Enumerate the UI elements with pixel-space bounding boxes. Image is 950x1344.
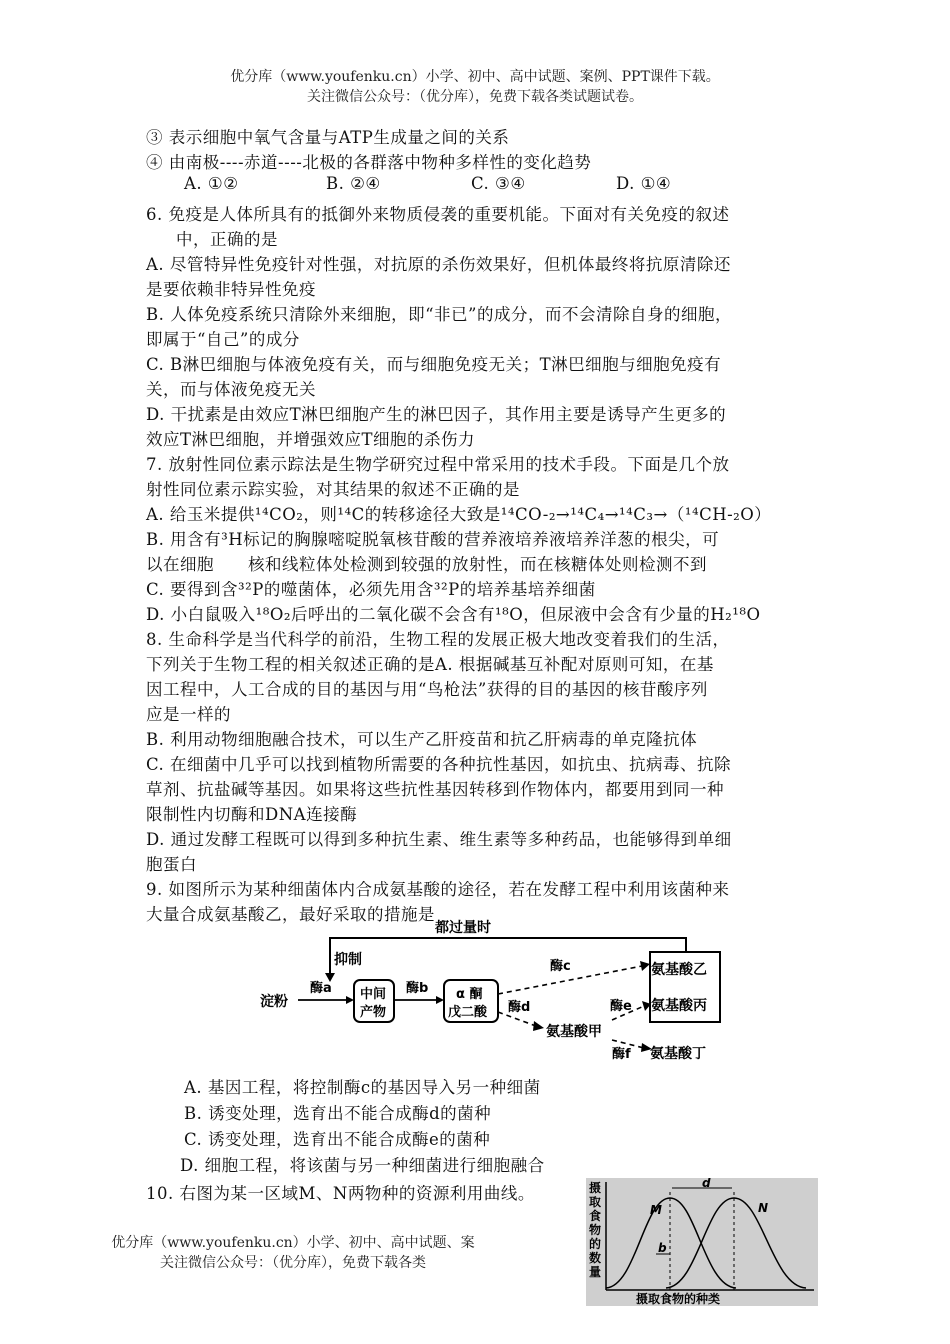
q5-item-3: ③ 表示细胞中氧气含量与ATP生成量之间的关系 — [146, 128, 510, 147]
label-enzyme-e: 酶e — [610, 999, 632, 1014]
node-aa-bing: 氨基酸丙 — [651, 998, 707, 1014]
q7-b-2: 以在细胞 核和线粒体处检测到较强的放射性，而在核糖体处则检测不到 — [146, 555, 707, 574]
resource-utilization-graph — [586, 1178, 818, 1306]
footer-line-2: 关注微信公众号：（优分库），免费下载各类 — [160, 1255, 426, 1271]
q9-a: A. 基因工程，将控制酶c的基因导入另一种细菌 — [184, 1078, 541, 1097]
q8-c-2: 草剂、抗盐碱等基因。如果将这些抗性基因转移到作物体内，都要用到同一种 — [146, 780, 724, 799]
q9-d: D. 细胞工程，将该菌与另一种细菌进行细胞融合 — [180, 1156, 545, 1175]
arrowhead-1 — [346, 996, 354, 1004]
y-axis-label-char: 取 — [589, 1195, 602, 1209]
y-axis-label-char: 物 — [589, 1223, 602, 1237]
header-line-1: 优分库（www.youfenku.cn）小学、初中、高中试题、案例、PPT课件下载。 — [230, 69, 720, 85]
q5-item-4: ④ 由南极----赤道----北极的各群落中物种多样性的变化趋势 — [146, 153, 592, 172]
label-enzyme-b: 酶b — [406, 981, 429, 996]
q5-option-b: B. ②④ — [326, 174, 381, 193]
q7-c: C. 要得到含³²P的噬菌体，必须先用含³²P的培养基培养细菌 — [146, 580, 596, 599]
amino-acid-pathway-diagram — [260, 918, 740, 1068]
q9-b: B. 诱变处理，选育出不能合成酶d的菌种 — [184, 1104, 492, 1123]
x-axis-label: 摄取食物的种类 — [636, 1292, 721, 1306]
arrowhead-4 — [533, 1021, 544, 1031]
q6-stem-2: 中，正确的是 — [176, 230, 278, 249]
node-starch: 淀粉 — [260, 994, 288, 1010]
label-n: N — [758, 1201, 769, 1215]
label-inhibit: 抑制 — [334, 952, 362, 968]
y-axis-label-char: 摄 — [589, 1181, 602, 1195]
q8-b: B. 利用动物细胞融合技术，可以生产乙肝疫苗和抗乙肝病毒的单克隆抗体 — [146, 730, 698, 749]
q9-stem-2: 大量合成氨基酸乙，最好采取的措施是 — [146, 905, 435, 924]
label-enzyme-a: 酶a — [310, 981, 332, 996]
q8-stem-1: 8. 生命科学是当代科学的前沿，生物工程的发展正极大地改变着我们的生活， — [146, 630, 730, 649]
y-axis-label-char: 量 — [589, 1265, 602, 1279]
q5-option-a: A. ①② — [184, 174, 239, 193]
header-line-2: 关注微信公众号：（优分库），免费下载各类试题试卷。 — [307, 89, 643, 105]
q5-option-d: D. ①④ — [616, 174, 672, 193]
q8-d-2: 胞蛋白 — [146, 855, 197, 874]
q9-c: C. 诱变处理，选育出不能合成酶e的菌种 — [184, 1130, 491, 1149]
q10-stem: 10. 右图为某一区域M、N两物种的资源利用曲线。 — [146, 1184, 535, 1203]
q6-stem-1: 6. 免疫是人体所具有的抵御外来物质侵袭的重要机能。下面对有关免疫的叙述 — [146, 205, 730, 224]
y-axis-label-char: 食 — [589, 1209, 602, 1223]
node-aa-yi: 氨基酸乙 — [651, 962, 707, 978]
q7-d: D. 小白鼠吸入¹⁸O₂后呼出的二氧化碳不会含有¹⁸O，但尿液中会含有少量的H₂¹⁸O — [146, 605, 761, 624]
q6-d-2: 效应T淋巴细胞，并增强效应T细胞的杀伤力 — [146, 430, 476, 449]
q6-b-1: B. 人体免疫系统只清除外来细胞，即“非已”的成分，而不会清除自身的细胞， — [146, 305, 732, 324]
node-aa-jia: 氨基酸甲 — [546, 1024, 602, 1040]
q9-stem-1: 9. 如图所示为某种细菌体内合成氨基酸的途径，若在发酵工程中利用该菌种来 — [146, 880, 730, 899]
q6-b-2: 即属于“自己”的成分 — [146, 330, 300, 349]
label-enzyme-c: 酶c — [550, 959, 571, 974]
q6-c-2: 关，而与体液免疫无关 — [146, 380, 316, 399]
q8-a-3: 应是一样的 — [146, 705, 231, 724]
q8-d-1: D. 通过发酵工程既可以得到多种抗生素、维生素等多种药品，也能够得到单细 — [146, 830, 732, 849]
node-intermediate-1: 中间 — [360, 987, 387, 1002]
q5-option-c: C. ③④ — [471, 174, 526, 193]
node-keto-2: 戊二酸 — [448, 1005, 488, 1020]
q6-d-1: D. 干扰素是由效应T淋巴细胞产生的淋巴因子，其作用主要是诱导产生更多的 — [146, 405, 727, 424]
node-keto-1: α 酮 — [456, 987, 483, 1002]
y-axis-label — [589, 1180, 601, 1279]
y-axis-label-char: 数 — [589, 1251, 602, 1265]
label-b: b — [658, 1241, 667, 1255]
q6-c-1: C. B淋巴细胞与体液免疫有关，而与细胞免疫无关；T淋巴细胞与细胞免疫有 — [146, 355, 722, 374]
label-enzyme-d: 酶d — [508, 1000, 531, 1015]
y-axis-label-char: 的 — [589, 1237, 602, 1251]
q7-a: A. 给玉米提供¹⁴CO₂，则¹⁴C的转移途径大致是¹⁴CO-₂→¹⁴C₄→¹⁴C₃→（¹⁴CH-₂O） — [146, 505, 772, 524]
q6-a-2: 是要依赖非特异性免疫 — [146, 280, 316, 299]
footer-line-1: 优分库（www.youfenku.cn）小学、初中、高中试题、案 — [111, 1235, 475, 1251]
label-m: M — [650, 1203, 662, 1217]
label-enzyme-f: 酶f — [612, 1047, 631, 1062]
node-intermediate-2: 产物 — [360, 1005, 387, 1020]
arrowhead-2 — [436, 996, 444, 1004]
feedback-line — [330, 938, 686, 978]
q8-a-2: 因工程中，人工合成的目的基因与用“鸟枪法”获得的目的基因的核苷酸序列 — [146, 680, 708, 699]
q8-c-3: 限制性内切酶和DNA连接酶 — [146, 805, 358, 824]
label-excess: 都过量时 — [435, 920, 491, 936]
label-d: d — [702, 1178, 711, 1190]
q6-a-1: A. 尽管特异性免疫针对性强，对抗原的杀伤效果好，但机体最终将抗原清除还 — [146, 255, 731, 274]
q7-b-1: B. 用含有³H标记的胸腺嘧啶脱氧核苷酸的营养液培养液培养洋葱的根尖，可 — [146, 530, 720, 549]
arrowhead-3 — [640, 961, 650, 971]
q7-stem-1: 7. 放射性同位素示踪法是生物学研究过程中常采用的技术手段。下面是几个放 — [146, 455, 730, 474]
q8-stem-2: 下列关于生物工程的相关叙述正确的是A. 根据碱基互补配对原则可知，在基 — [146, 655, 714, 674]
q7-stem-2: 射性同位素示踪实验，对其结果的叙述不正确的是 — [146, 480, 520, 499]
node-aa-ding: 氨基酸丁 — [650, 1046, 706, 1062]
q8-c-1: C. 在细菌中几乎可以找到植物所需要的各种抗性基因，如抗虫、抗病毒、抗除 — [146, 755, 732, 774]
